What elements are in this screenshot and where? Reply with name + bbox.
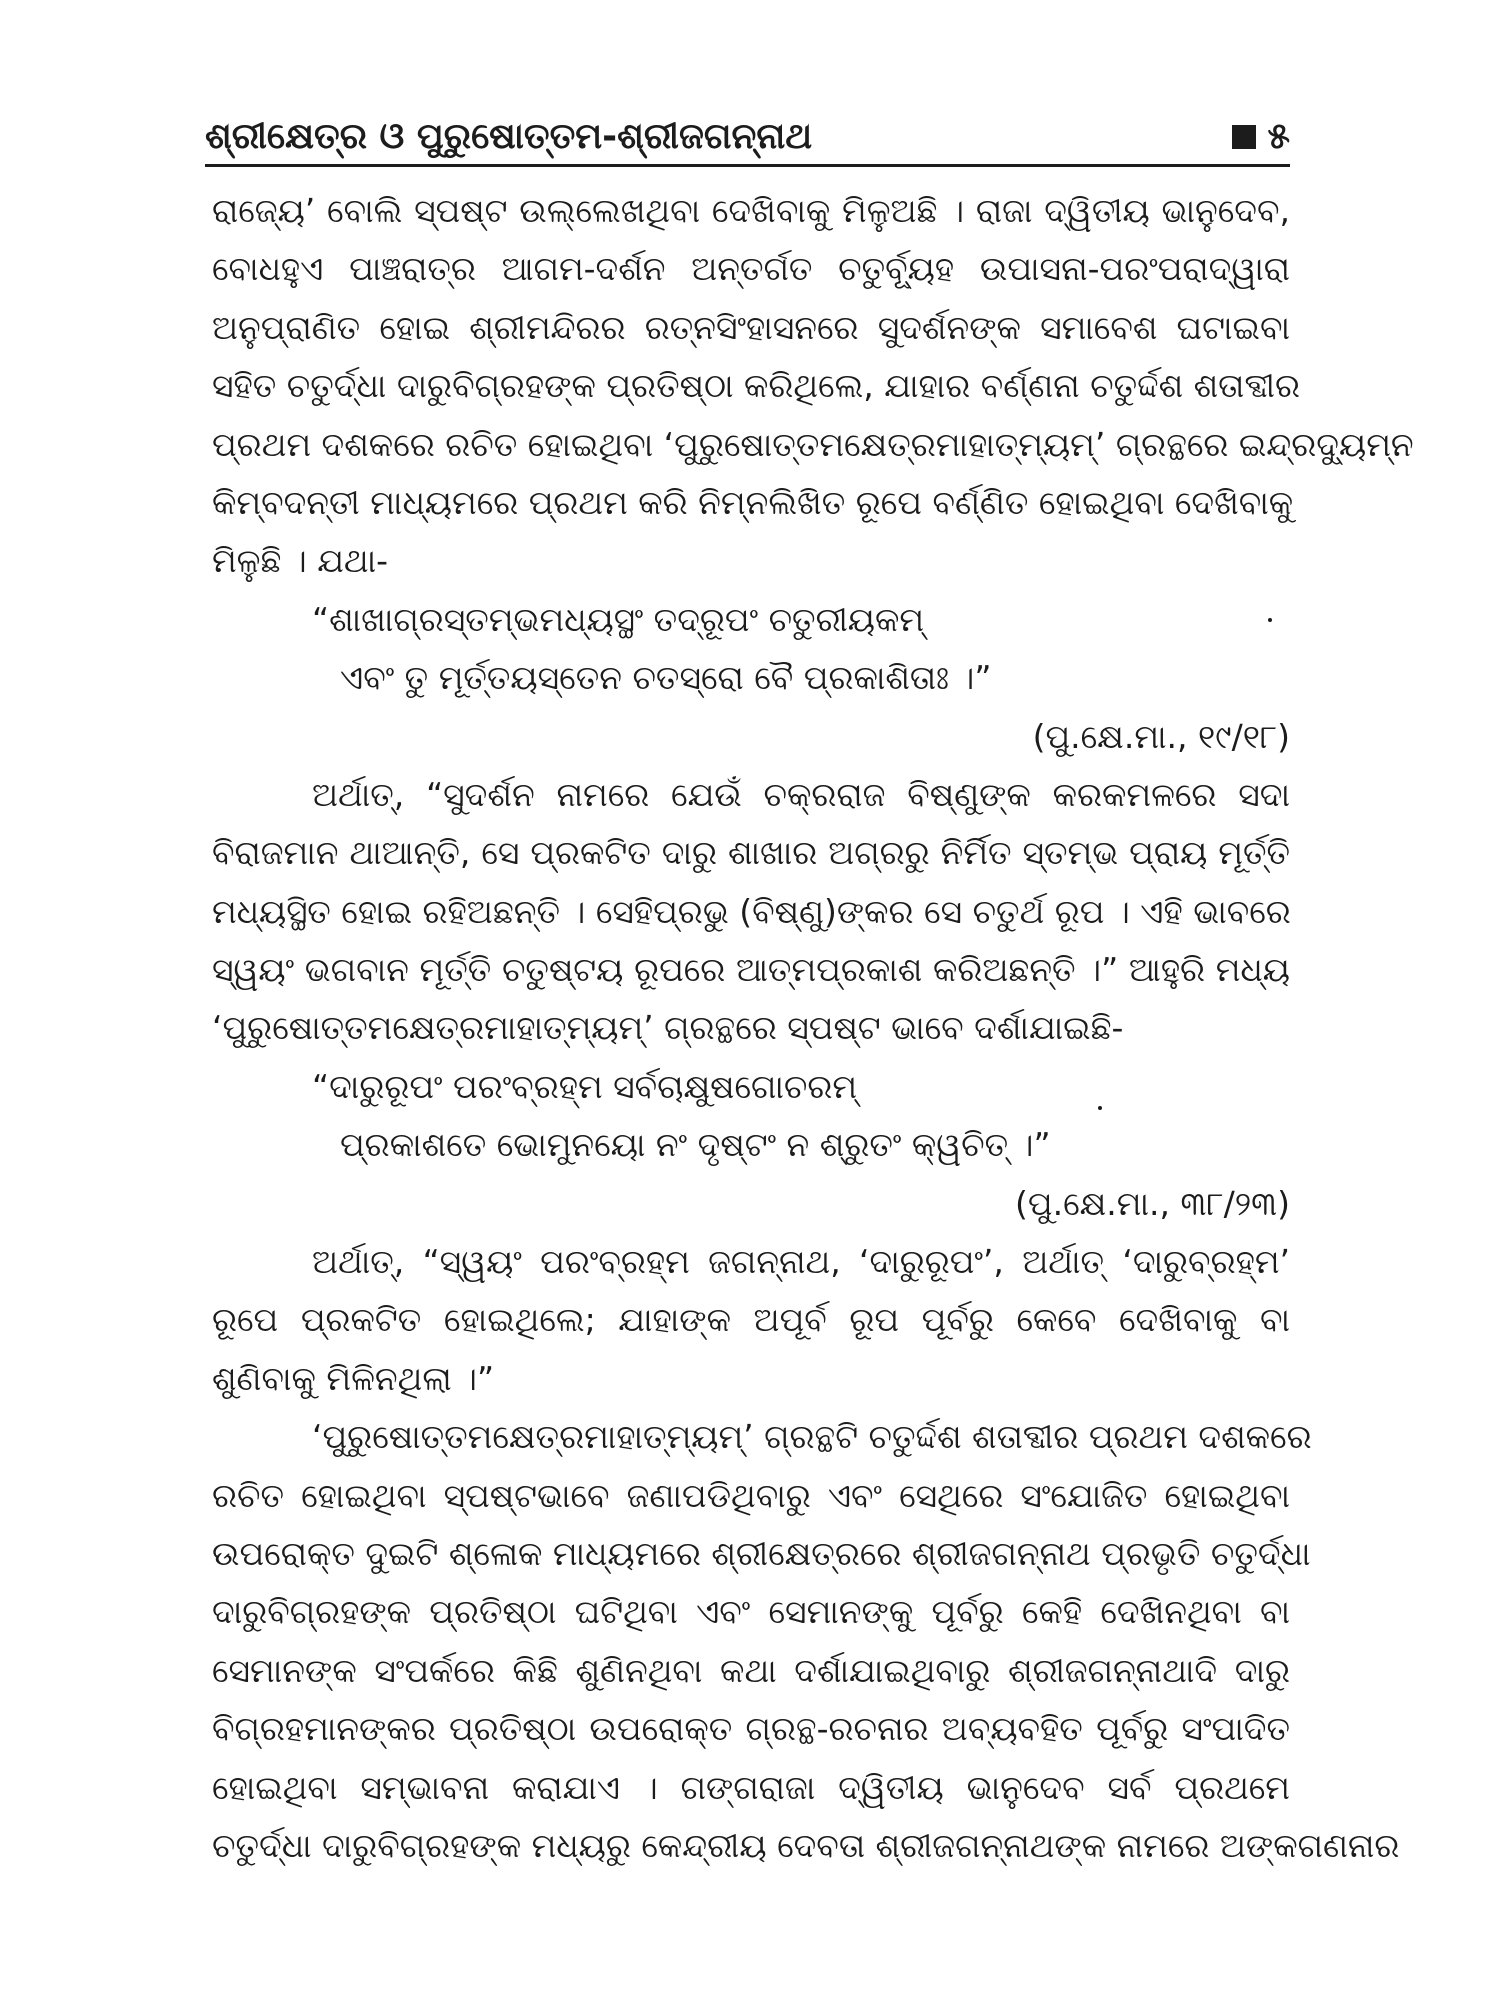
text-line: ‘ପୁରୁଷୋତ୍ତମକ୍ଷେତ୍ରମାହାତ୍ମ୍ୟମ୍’ ଗ୍ରନ୍ଥରେ ସ୍ପଷ୍ଟ ଭାବେ ଦର୍ଶାଯାଇଛି- (212, 1008, 1124, 1048)
text-line: ସହିତ ଚତୁର୍ଦ୍ଧା ଦାରୁବିଗ୍ରହଙ୍କ ପ୍ରତିଷ୍ଠା କରିଥିଲେ, ଯାହାର ବର୍ଣ୍ଣନା ଚତୁର୍ଦ୍ଦଶ ଶତାବ୍ଦୀର (212, 366, 1300, 406)
verse-citation: (ପୁ.କ୍ଷେ.ମା., ୧୯/୧୮) (1032, 716, 1290, 756)
body-text (212, 182, 1414, 1875)
text-line: ମଧ୍ୟସ୍ଥିତ ହୋଇ ରହିଅଛନ୍ତି । ସେହିପ୍ରଭୁ (ବିଷ୍ଣୁ)ଙ୍କର ସେ ଚତୁର୍ଥ ରୂପ । ଏହି ଭାବରେ (212, 891, 1291, 931)
print-speck (1098, 1106, 1102, 1110)
text-line: ଦାରୁବିଗ୍ରହଙ୍କ ପ୍ରତିଷ୍ଠା ଘଟିଥିବା ଏବଂ ସେମାନଙ୍କୁ ପୂର୍ବରୁ କେହି ଦେଖିନଥିବା ବା (212, 1592, 1290, 1632)
print-speck (1268, 618, 1272, 622)
page-number-block (1232, 116, 1290, 158)
text-line: ସେମାନଙ୍କ ସଂପର୍କରେ କିଛି ଶୁଣିନଥିବା କଥା ଦର୍ଶାଯାଇଥିବାରୁ ଶ୍ରୀଜଗନ୍ନାଥାଦି ଦାରୁ (212, 1650, 1290, 1690)
text-line: ସ୍ୱୟଂ ଭଗବାନ ମୂର୍ତ୍ତି ଚତୁଷ୍ଟୟ ରୂପରେ ଆତ୍ମପ୍ରକାଶ କରିଅଛନ୍ତି ।” ଆହୁରି ମଧ୍ୟ (212, 950, 1290, 990)
text-line: ରଚିତ ହୋଇଥିବା ସ୍ପଷ୍ଟଭାବେ ଜଣାପଡିଥିବାରୁ ଏବଂ ସେଥିରେ ସଂଯୋଜିତ ହୋଇଥିବା (212, 1475, 1290, 1515)
verse-line: “ଦାରୁରୂପଂ ପରଂବ୍ରହ୍ମ ସର୍ବଚାକ୍ଷୁଷଗୋଚରମ୍ (312, 1066, 858, 1106)
text-line: ହୋଇଥିବା ସମ୍ଭାବନା କରାଯାଏ । ଗଙ୍ଗରାଜା ଦ୍ୱିତୀୟ ଭାନୁଦେବ ସର୍ବ ପ୍ରଥମେ (212, 1767, 1290, 1807)
page-number: ୫ (1267, 116, 1290, 157)
text-line: ଅର୍ଥାତ୍, “ସୁଦର୍ଶନ ନାମରେ ଯେଉଁ ଚକ୍ରରାଜ ବିଷ୍ଣୁଙ୍କ କରକମଳରେ ସଦା (312, 774, 1290, 814)
verse-line: ଏବଂ ତୁ ମୂର୍ତ୍ତୟସ୍ତେନ ଚତସ୍ରୋ ବୈ ପ୍ରକାଶିତାଃ ।” (340, 658, 992, 698)
running-header (205, 108, 1290, 168)
text-line: ବିରାଜମାନ ଥାଆନ୍ତି, ସେ ପ୍ରକଟିତ ଦାରୁ ଶାଖାର ଅଗ୍ରରୁ ନିର୍ମିତ ସ୍ତମ୍ଭ ପ୍ରାୟ ମୂର୍ତ୍ତି (212, 833, 1290, 873)
text-line: ଅର୍ଥାତ୍, “ସ୍ୱୟଂ ପରଂବ୍ରହ୍ମ ଜଗନ୍ନାଥ, ‘ଦାରୁରୂପଂ’, ଅର୍ଥାତ୍ ‘ଦାରୁବ୍ରହ୍ମ’ (312, 1242, 1290, 1282)
text-line: ବୋଧହୁଏ ପାଞ୍ଚରାତ୍ର ଆଗମ-ଦର୍ଶନ ଅନ୍ତର୍ଗତ ଚତୁର୍ବ୍ୟୂହ ଉପାସନା-ପରଂପରାଦ୍ୱାରା (212, 249, 1290, 289)
header-rule (205, 164, 1290, 167)
text-line: ମିଳୁଛି । ଯଥା- (212, 541, 389, 581)
text-line: ଚତୁର୍ଦ୍ଧା ଦାରୁବିଗ୍ରହଙ୍କ ମଧ୍ୟରୁ କେନ୍ଦ୍ରୀୟ ଦେବତା ଶ୍ରୀଜଗନ୍ନାଥଙ୍କ ନାମରେ ଅଙ୍କଗଣନାର (212, 1825, 1400, 1865)
text-line: ରାଜ୍ୟେ’ ବୋଲି ସ୍ପଷ୍ଟ ଉଲ୍ଲେଖଥିବା ଦେଖିବାକୁ ମିଳୁଅଛି । ରାଜା ଦ୍ୱିତୀୟ ଭାନୁଦେବ, (212, 191, 1290, 230)
verse-line: “ଶାଖାଗ୍ରସ୍ତମ୍ଭମଧ୍ୟସ୍ଥଂ ତଦ୍ରୂପଂ ଚତୁରୀୟକମ୍ (312, 599, 925, 639)
text-line: ପ୍ରଥମ ଦଶକରେ ରଚିତ ହୋଇଥିବା ‘ପୁରୁଷୋତ୍ତମକ୍ଷେତ୍ରମାହାତ୍ମ୍ୟମ୍’ ଗ୍ରନ୍ଥରେ ଇନ୍ଦ୍ରଦ୍ୟୁମ୍ନ (212, 424, 1414, 464)
verse-citation: (ପୁ.କ୍ଷେ.ମା., ୩୮/୨୩) (1015, 1183, 1290, 1223)
text-line: ବିଗ୍ରହମାନଙ୍କର ପ୍ରତିଷ୍ଠା ଉପରୋକ୍ତ ଗ୍ରନ୍ଥ-ରଚନାର ଅବ୍ୟବହିତ ପୂର୍ବରୁ ସଂପାଦିତ (212, 1709, 1290, 1749)
text-line: କିମ୍ବଦନ୍ତୀ ମାଧ୍ୟମରେ ପ୍ରଥମ କରି ନିମ୍ନଲିଖିତ ରୂପେ ବର୍ଣ୍ଣିତ ହୋଇଥିବା ଦେଖିବାକୁ (212, 482, 1294, 522)
text-line: ଶୁଣିବାକୁ ମିଳିନଥିଲା ।” (212, 1358, 495, 1398)
verse-line: ପ୍ରକାଶତେ ଭୋମୁନୟୋ ନଂ ଦୃଷ୍ଟଂ ନ ଶ୍ରୁତଂ କ୍ୱଚିତ୍ ।” (340, 1125, 1051, 1165)
black-square-icon (1232, 125, 1256, 149)
text-line: ରୂପେ ପ୍ରକଟିତ ହୋଇଥିଲେ; ଯାହାଙ୍କ ଅପୂର୍ବ ରୂପ ପୂର୍ବରୁ କେବେ ଦେଖିବାକୁ ବା (212, 1300, 1290, 1340)
text-line: ଉପରୋକ୍ତ ଦୁଇଟି ଶ୍ଳୋକ ମାଧ୍ୟମରେ ଶ୍ରୀକ୍ଷେତ୍ରରେ ଶ୍ରୀଜଗନ୍ନାଥ ପ୍ରଭୃତି ଚତୁର୍ଦ୍ଧା (212, 1533, 1311, 1573)
text-line: ଅନୁପ୍ରାଣିତ ହୋଇ ଶ୍ରୀମନ୍ଦିରର ରତ୍ନସିଂହାସନରେ ସୁଦର୍ଶନଙ୍କ ସମାବେଶ ଘଟାଇବା (212, 307, 1290, 347)
running-title: ଶ୍ରୀକ୍ଷେତ୍ର ଓ ପୁରୁଷୋତ୍ତମ-ଶ୍ରୀଜଗନ୍ନାଥ (205, 116, 813, 157)
text-line: ‘ପୁରୁଷୋତ୍ତମକ୍ଷେତ୍ରମାହାତ୍ମ୍ୟମ୍’ ଗ୍ରନ୍ଥଟି ଚତୁର୍ଦ୍ଦଶ ଶତାବ୍ଦୀର ପ୍ରଥମ ଦଶକରେ (312, 1417, 1312, 1457)
